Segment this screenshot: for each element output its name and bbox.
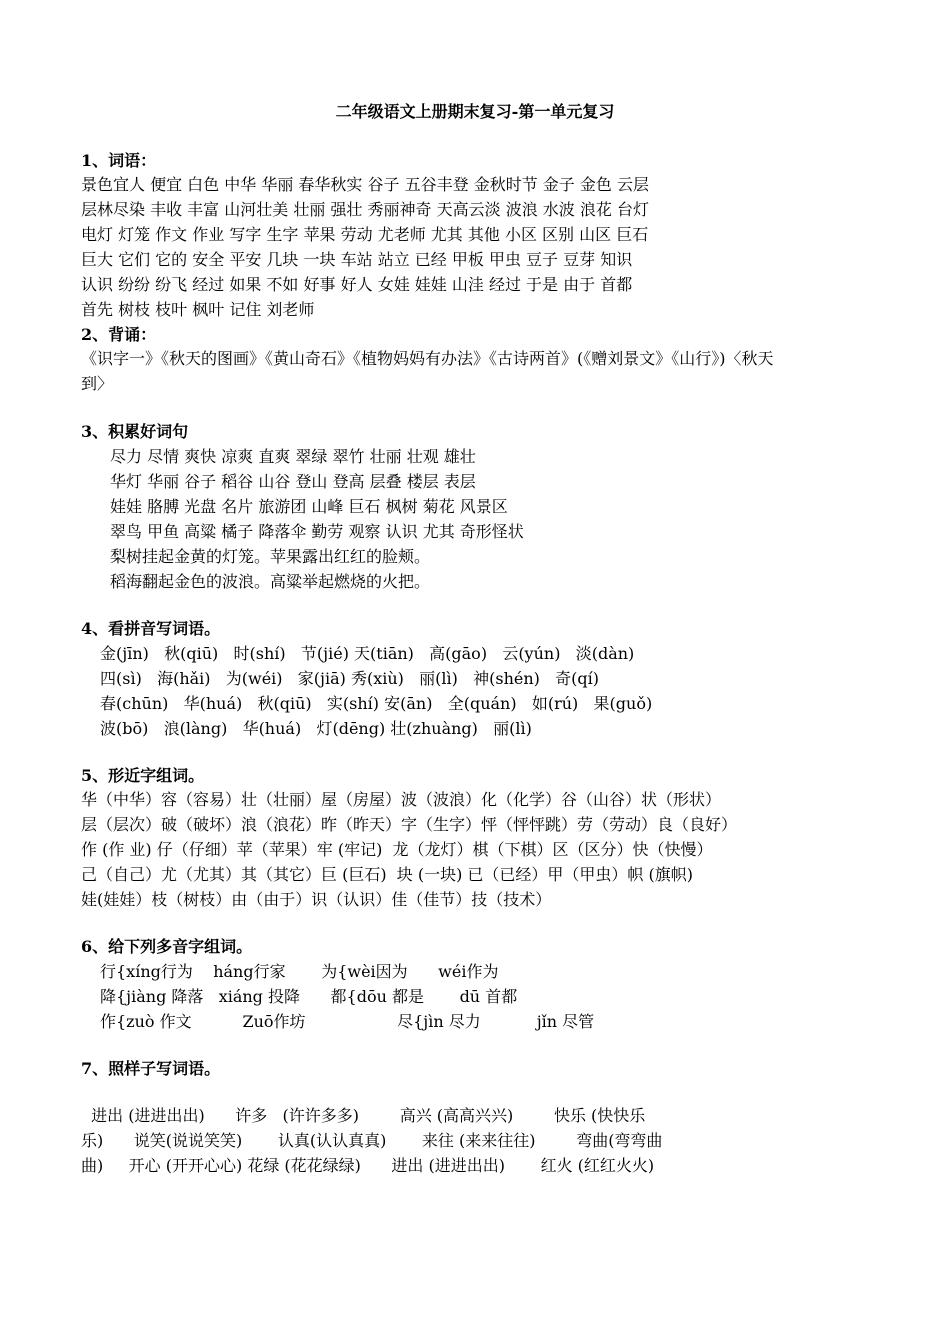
section-4-heading: 4、看拼音写词语。: [81, 619, 221, 638]
pinyin-line: 四(sì) 海(hǎi) 为(wéi) 家(jiā) 秀(xiù) 丽(lì) 神(shén) 奇(qí): [100, 669, 600, 688]
recite-line: 到〉: [81, 374, 114, 393]
similar-char-line: 娃(娃娃）枝（树枝）由（由于）识（认识）佳（佳节）技（技术）: [81, 890, 552, 909]
word-line: 华灯 华丽 谷子 稻谷 山谷 登山 登高 层叠 楼层 表层: [110, 472, 476, 491]
vocab-line: 层林尽染 丰收 丰富 山河壮美 壮丽 强壮 秀丽神奇 天高云淡 波浪 水波 浪花 台灯: [81, 200, 649, 219]
pattern-line: 进出 (进进出出) 许多 (许许多多) 高兴 (高高兴兴) 快乐 (快快乐: [81, 1106, 646, 1125]
section-3-heading: 3、积累好词句: [81, 422, 189, 441]
vocab-line: 认识 纷纷 纷飞 经过 如果 不如 好事 好人 女娃 娃娃 山洼 经过 于是 由于 首都: [81, 275, 633, 294]
similar-char-line: 作 (作 业) 仔（仔细）苹（苹果）牢 (牢记) 龙（龙灯）棋（下棋）区（区分）快（快慢）: [81, 840, 713, 859]
page-title: 二年级语文上册期末复习-第一单元复习: [335, 102, 615, 121]
recite-line: 《识字一》《秋天的图画》《黄山奇石》《植物妈妈有办法》《古诗两首》(《赠刘景文》《山行》)〈秋天: [81, 349, 774, 368]
polyphone-line: 行{xíng行为 háng行家 为{wèi因为 wéi作为: [100, 962, 499, 981]
section-7-heading: 7、照样子写词语。: [81, 1059, 221, 1078]
similar-char-line: 华（中华）容（容易）壮（壮丽）屋（房屋）波（波浪）化（化学）谷（山谷）状（形状）: [81, 790, 722, 809]
vocab-line: 首先 树枝 枝叶 枫叶 记住 刘老师: [81, 300, 315, 319]
pinyin-line: 金(jīn) 秋(qiū) 时(shí) 节(jié) 天(tiān) 高(gāo) 云(yún) 淡(dàn): [100, 644, 635, 663]
sentence-line: 稻海翻起金色的波浪。高粱举起燃烧的火把。: [110, 572, 431, 591]
sentence-line: 梨树挂起金黄的灯笼。苹果露出红红的脸颊。: [110, 547, 431, 566]
pattern-line: 乐) 说笑(说说笑笑) 认真(认认真真) 来往 (来来往往) 弯曲(弯弯曲: [81, 1131, 663, 1150]
section-1-heading: 1、词语：: [81, 151, 157, 170]
pinyin-line: 春(chūn) 华(huá) 秋(qiū) 实(shí) 安(ān) 全(quán) 如(rú) 果(guǒ): [100, 694, 653, 713]
pinyin-line: 波(bō) 浪(làng) 华(huá) 灯(dēng) 壮(zhuàng) 丽(lì): [100, 719, 532, 738]
vocab-line: 电灯 灯笼 作文 作业 写字 生字 苹果 劳动 尤老师 尤其 其他 小区 区别 山区 巨石: [81, 225, 649, 244]
similar-char-line: 己（自己）尤（尤其）其（其它）巨 (巨石) 块 (一块) 已（已经）甲（甲虫）帜 (旗帜): [81, 865, 693, 884]
pattern-line: 曲) 开心 (开开心心) 花绿 (花花绿绿) 进出 (进进出出) 红火 (红红火火): [81, 1156, 655, 1175]
section-5-heading: 5、形近字组词。: [81, 766, 205, 785]
word-line: 尽力 尽情 爽快 凉爽 直爽 翠绿 翠竹 壮丽 壮观 雄壮: [110, 447, 476, 466]
word-line: 娃娃 胳膊 光盘 名片 旅游团 山峰 巨石 枫树 菊花 风景区: [110, 497, 508, 516]
polyphone-line: 作{zuò 作文 Zuō作坊 尽{jìn 尽力 jǐn 尽管: [100, 1012, 595, 1031]
word-line: 翠鸟 甲鱼 高粱 橘子 降落伞 勤劳 观察 认识 尤其 奇形怪状: [110, 522, 524, 541]
vocab-line: 景色宜人 便宜 白色 中华 华丽 春华秋实 谷子 五谷丰登 金秋时节 金子 金色 云层: [81, 175, 649, 194]
vocab-line: 巨大 它们 它的 安全 平安 几块 一块 车站 站立 已经 甲板 甲虫 豆子 豆芽 知识: [81, 250, 633, 269]
section-6-heading: 6、给下列多音字组词。: [81, 937, 253, 956]
polyphone-line: 降{jiàng 降落 xiáng 投降 都{dōu 都是 dū 首都: [100, 987, 518, 1006]
section-2-heading: 2、背诵：: [81, 325, 157, 344]
similar-char-line: 层（层次）破（破坏）浪（浪花）昨（昨天）字（生字）怦（怦怦跳）劳（劳动）良（良好）: [81, 815, 738, 834]
